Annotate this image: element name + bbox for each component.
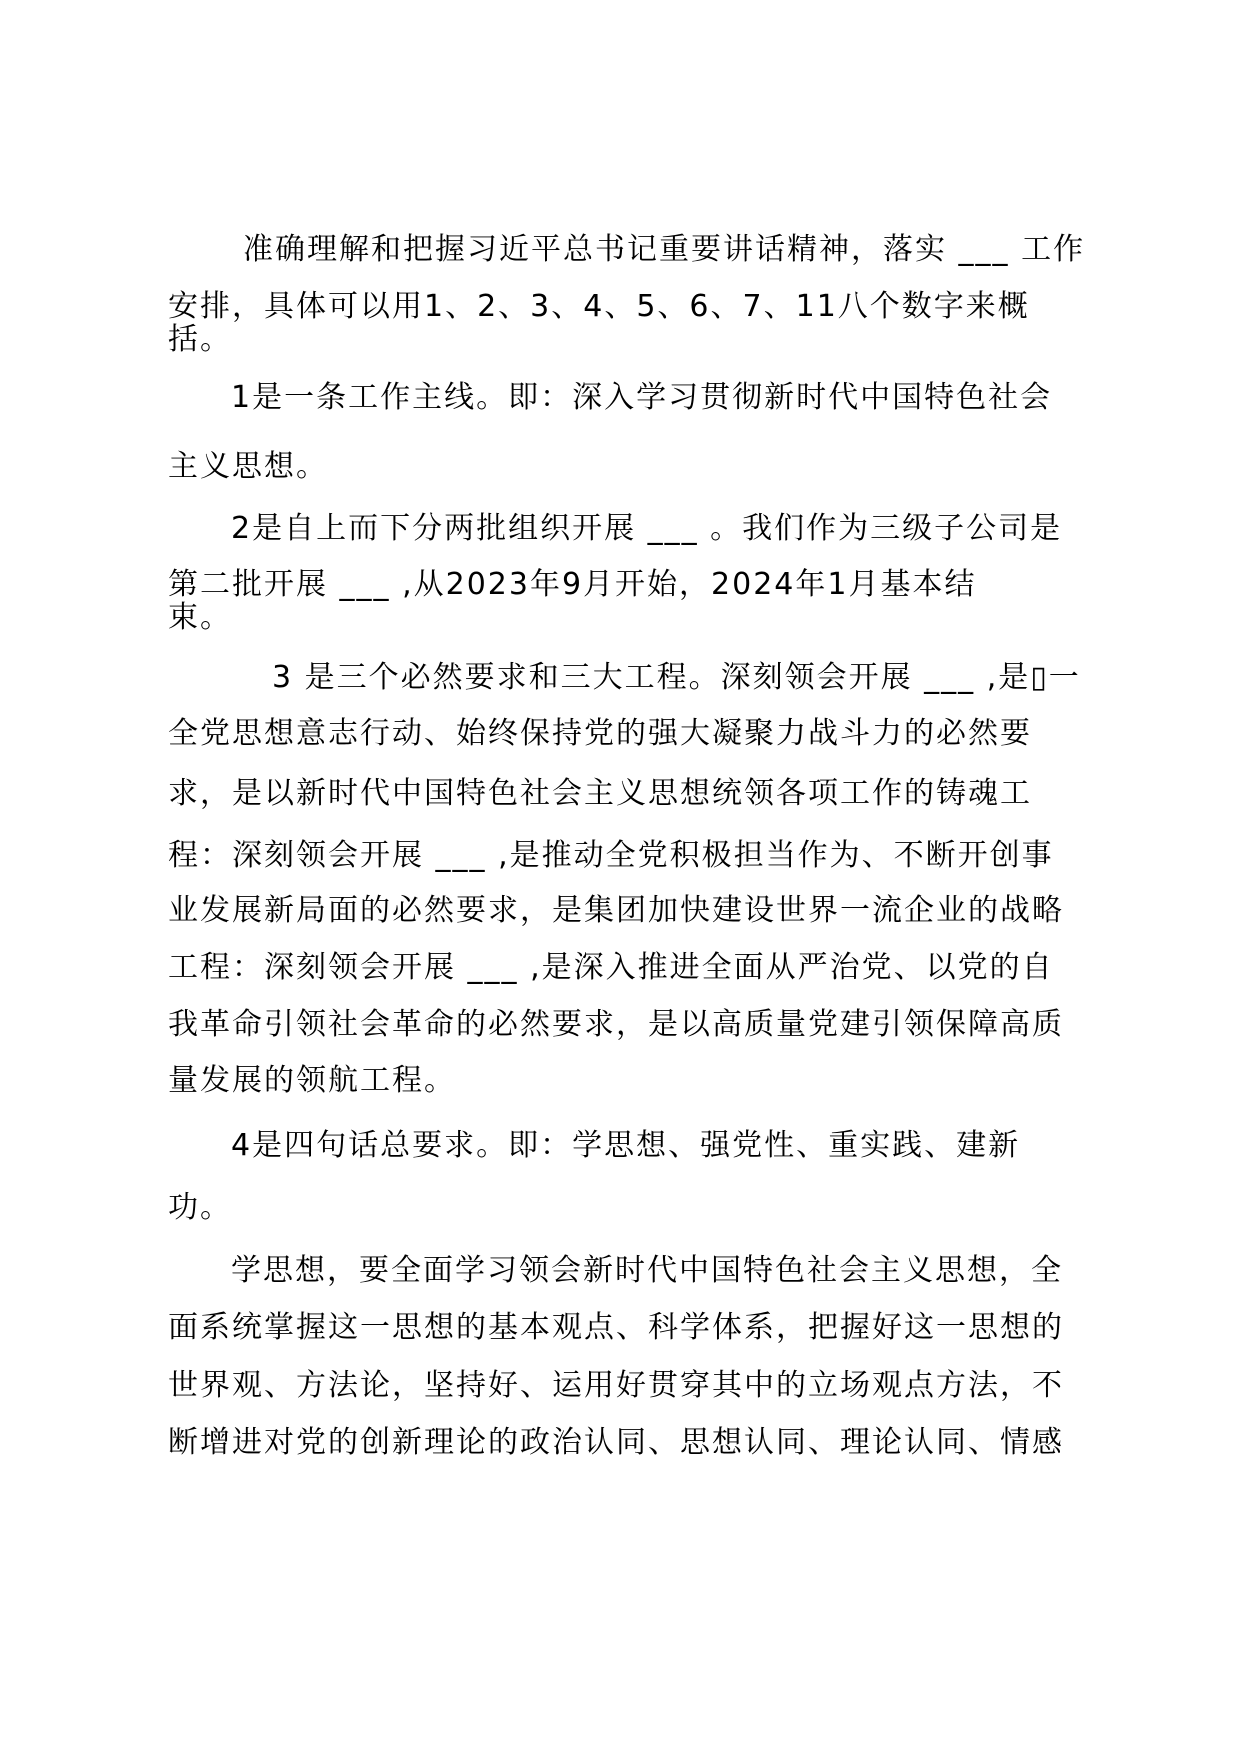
para-3-line-2: 全党思想意志行动、始终保持党的强大凝聚力战斗力的必然要: [168, 716, 1032, 751]
para-intro-line-1: 准确理解和把握习近平总书记重要讲话精神，落实 ___ 工作: [243, 232, 1086, 267]
para-intro-line-3: 括。: [168, 322, 232, 357]
para-intro-line-2: 安排，具体可以用1、2、3、4、5、6、7、11八个数字来概: [168, 289, 1030, 324]
para-3-line-3: 求，是以新时代中国特色社会主义思想统领各项工作的铸魂工: [168, 776, 1032, 811]
para-5-line-1: 学思想，要全面学习领会新时代中国特色社会主义思想，全: [231, 1253, 1063, 1288]
para-4-line-1: 4是四句话总要求。即：学思想、强党性、重实践、建新: [231, 1128, 1021, 1163]
para-2-line-1: 2是自上而下分两批组织开展 ___ 。我们作为三级子公司是: [231, 511, 1063, 546]
para-3-line-4: 程：深刻领会开展 ___ ,是推动全党积极担当作为、不断开创事: [168, 838, 1054, 873]
para-5-line-4: 断增进对党的创新理论的政治认同、思想认同、理论认同、情感: [168, 1425, 1064, 1460]
para-4-line-2: 功。: [168, 1190, 232, 1225]
para-3-line-5: 业发展新局面的必然要求，是集团加快建设世界一流企业的战略: [168, 893, 1064, 928]
para-3-line-1: 3 是三个必然要求和三大工程。深刻领会开展 ___ ,是▯一: [272, 660, 1081, 695]
para-1-line-2: 主义思想。: [168, 449, 328, 484]
para-3-line-6: 工程：深刻领会开展 ___ ,是深入推进全面从严治党、以党的自: [168, 950, 1054, 985]
para-3-line-8: 量发展的领航工程。: [168, 1063, 456, 1098]
para-2-line-2: 第二批开展 ___ ,从2023年9月开始，2024年1月基本结: [168, 567, 977, 602]
para-1-line-1: 1是一条工作主线。即：深入学习贯彻新时代中国特色社会: [231, 380, 1053, 415]
para-3-line-7: 我革命引领社会革命的必然要求，是以高质量党建引领保障高质: [168, 1007, 1064, 1042]
para-2-line-3: 束。: [168, 600, 232, 635]
para-5-line-3: 世界观、方法论，坚持好、运用好贯穿其中的立场观点方法，不: [168, 1368, 1064, 1403]
para-5-line-2: 面系统掌握这一思想的基本观点、科学体系，把握好这一思想的: [168, 1310, 1064, 1345]
